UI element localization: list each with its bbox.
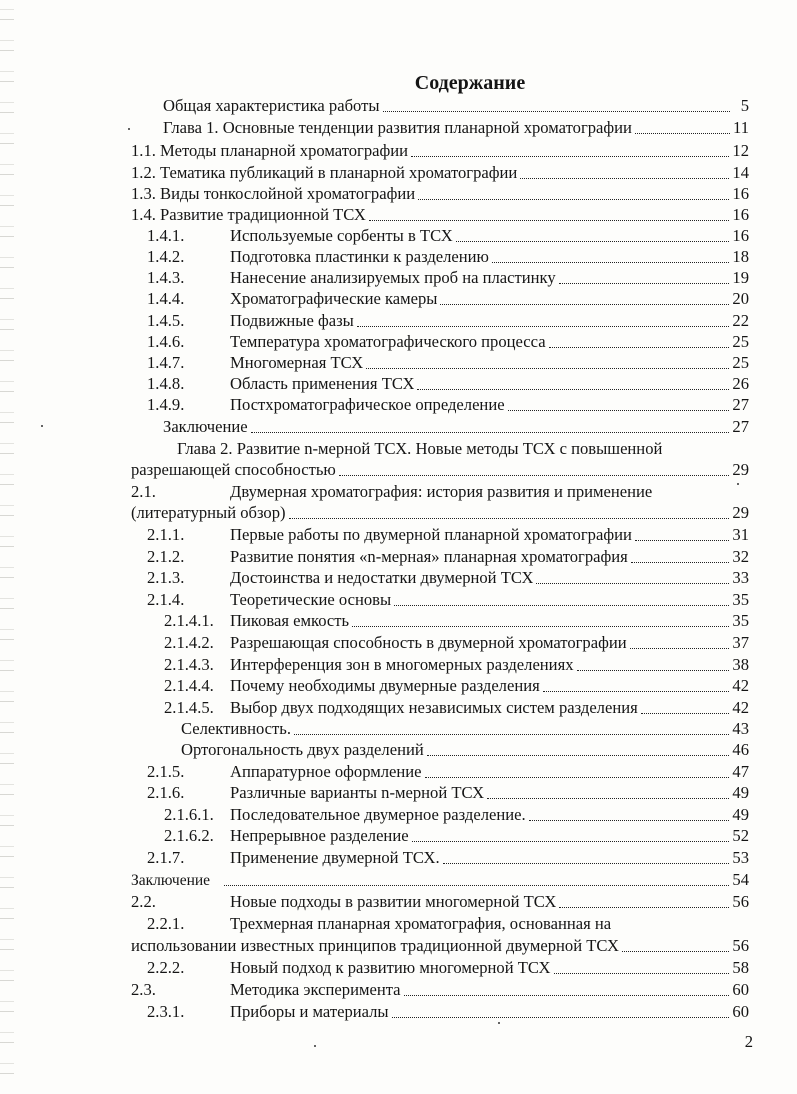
toc-entry-text: Многомерная ТСХ (230, 353, 364, 372)
dot-leader (631, 561, 730, 563)
toc-page: 35 (732, 611, 749, 630)
toc-page: 5 (740, 96, 749, 115)
toc-row (147, 546, 749, 568)
toc-entry-text: Достоинства и недостатки двумерной ТСХ (230, 568, 534, 587)
scan-speck (314, 1045, 316, 1047)
toc-row (164, 632, 749, 654)
toc-page: 29 (732, 503, 749, 522)
toc-entry-text: Нанесение анализируемых проб на пластинку (230, 268, 556, 287)
toc-row (164, 825, 749, 847)
toc-row (164, 610, 749, 632)
dot-leader (383, 110, 731, 112)
toc-entry-text: Новые подходы в развитии многомерной ТСХ (230, 892, 557, 911)
toc-page: 31 (732, 525, 749, 544)
dot-leader (630, 647, 730, 649)
toc-entry-text: Приборы и материалы (230, 1002, 389, 1021)
toc-row (131, 979, 749, 1001)
toc-page: 27 (732, 417, 749, 436)
toc-entry-text: Различные варианты n-мерной ТСХ (230, 783, 485, 802)
toc-entry-text: Используемые сорбенты в ТСХ (230, 226, 453, 245)
toc-row (181, 739, 749, 761)
toc-number: 2.1.6.2. (164, 826, 214, 845)
toc-page: 42 (732, 676, 749, 695)
dot-leader (412, 840, 730, 842)
toc-row (131, 162, 749, 184)
toc-entry-text: Постхроматографическое определение (230, 395, 505, 414)
toc-number: 2.1.1. (147, 525, 185, 544)
toc-entry-text: 1.3. Виды тонкослойной хроматографии (131, 184, 416, 203)
toc-row (131, 459, 749, 481)
toc-page: 18 (732, 247, 749, 266)
toc-number: 2.1.6.1. (164, 805, 214, 824)
toc-entry-text: Пиковая емкость (230, 611, 350, 630)
toc-row (164, 675, 749, 697)
toc-page: 56 (732, 892, 749, 911)
toc-number: 1.4.9. (147, 395, 185, 414)
toc-number: 1.4.8. (147, 374, 185, 393)
section-2-1-line (131, 481, 652, 503)
toc-page: 25 (732, 332, 749, 351)
toc-number: 2.2. (131, 892, 156, 911)
dot-leader (394, 604, 729, 606)
toc-row (164, 697, 749, 719)
toc-entry-text: Непрерывное разделение (230, 826, 409, 845)
scan-speck (498, 1022, 500, 1024)
toc-row (131, 935, 749, 957)
dot-leader (392, 1016, 730, 1018)
toc-page: 25 (732, 353, 749, 372)
toc-number: 2.2.2. (147, 958, 185, 977)
toc-row (181, 718, 749, 740)
toc-page: 49 (732, 783, 749, 802)
dot-leader (559, 282, 730, 284)
dot-leader (425, 776, 730, 778)
toc-entry-text: Температура хроматографического процесса (230, 332, 546, 351)
toc-row (163, 95, 749, 117)
dot-leader (549, 346, 730, 348)
toc-page: 54 (732, 870, 749, 889)
toc-entry-text: Новый подход к развитию многомерной ТСХ (230, 958, 551, 977)
toc-number: 1.4.7. (147, 353, 185, 372)
dot-leader (487, 797, 729, 799)
toc-number: 2.1.6. (147, 783, 185, 802)
toc-entry-text: Заключение (131, 872, 211, 889)
toc-page: 19 (732, 268, 749, 287)
dot-leader (418, 198, 729, 200)
toc-row (147, 1001, 749, 1023)
toc-page: 60 (732, 1002, 749, 1021)
toc-page: 56 (732, 936, 749, 955)
dot-leader (404, 994, 730, 996)
dot-leader (366, 367, 729, 369)
toc-entry-text: Область применения ТСХ (230, 374, 415, 393)
toc-page: 33 (732, 568, 749, 587)
scan-edge (0, 0, 14, 1094)
toc-row (131, 502, 749, 524)
toc-row (147, 524, 749, 546)
toc-number: 2.3.1. (147, 1002, 185, 1021)
toc-page: 52 (732, 826, 749, 845)
toc-entry-text: 1.2. Тематика публикаций в планарной хроматографии (131, 163, 518, 182)
toc-entry-text: разрешающей способностью (131, 460, 336, 479)
page-title: Содержание (414, 72, 526, 94)
toc-entry-text: Глава 1. Основные тенденции развития планарной хроматографии (163, 118, 632, 137)
dot-leader (641, 712, 730, 714)
toc-entry-text: Заключение (163, 417, 248, 436)
toc-row (147, 246, 749, 268)
toc-entry-text: Первые работы по двумерной планарной хроматографии (230, 525, 632, 544)
toc-entry-text: Применение двумерной ТСХ. (230, 848, 440, 867)
toc-page: 49 (732, 805, 749, 824)
toc-row (164, 654, 749, 676)
toc-entry-text: (литературный обзор) (131, 503, 286, 522)
dot-leader (554, 972, 730, 974)
toc-number: 2.3. (131, 980, 156, 999)
dot-leader (294, 733, 729, 735)
toc-row (147, 847, 749, 869)
page-number: 2 (744, 1032, 753, 1051)
dot-leader (577, 669, 730, 671)
toc-page: 37 (732, 633, 749, 652)
toc-row (131, 183, 749, 205)
toc-entry-text: Хроматографические камеры (230, 289, 438, 308)
toc-entry-text: Интерференция зон в многомерных разделениях (230, 655, 574, 674)
dot-leader (536, 582, 729, 584)
toc-page: 27 (732, 395, 749, 414)
toc-entry-text: 1.1. Методы планарной хроматографии (131, 141, 409, 160)
dot-leader (559, 906, 729, 908)
toc-row (164, 804, 749, 826)
toc-entry-text: 1.4. Развитие традиционной ТСХ (131, 205, 366, 224)
dot-leader (492, 261, 729, 263)
toc-entry-text: Последовательное двумерное разделение. (230, 805, 526, 824)
toc-entry-text: Методика эксперимента (230, 980, 401, 999)
dot-leader (357, 325, 730, 327)
dot-leader (352, 625, 729, 627)
dot-leader (339, 474, 730, 476)
scan-speck (41, 425, 43, 427)
dot-leader (443, 862, 730, 864)
toc-row (147, 225, 749, 247)
toc-entry-text: Разрешающая способность в двумерной хроматографии (230, 633, 627, 652)
toc-number: 2.1.4. (147, 590, 185, 609)
toc-entry-text: Трехмерная планарная хроматография, основанная на (230, 914, 612, 933)
toc-row (147, 394, 749, 416)
dot-leader (635, 132, 730, 134)
toc-number: 1.4.3. (147, 268, 185, 287)
toc-row (147, 310, 749, 332)
dot-leader (427, 754, 730, 756)
toc-page: 16 (732, 205, 749, 224)
toc-number: 2.1.4.4. (164, 676, 214, 695)
toc-page: 20 (732, 289, 749, 308)
dot-leader (289, 517, 730, 519)
toc-page: 58 (732, 958, 749, 977)
toc-page: 42 (732, 698, 749, 717)
toc-page: 35 (732, 590, 749, 609)
toc-row (131, 891, 749, 913)
toc-row (147, 761, 749, 783)
toc-page: 22 (732, 311, 749, 330)
toc-number: 2.1.4.3. (164, 655, 214, 674)
toc-number: 1.4.6. (147, 332, 185, 351)
toc-number: 2.2.1. (147, 914, 185, 933)
toc-page: 14 (732, 163, 749, 182)
dot-leader (224, 884, 729, 886)
dot-leader (529, 819, 730, 821)
toc-page: 12 (732, 141, 749, 160)
toc-number: 1.4.2. (147, 247, 185, 266)
toc-entry-text: Селективность. (181, 719, 292, 738)
toc-row (147, 331, 749, 353)
toc-page: 53 (732, 848, 749, 867)
toc-entry-text: Выбор двух подходящих независимых систем разделения (230, 698, 638, 717)
toc-entry-text: Подвижные фазы (230, 311, 354, 330)
scan-speck (737, 483, 739, 485)
chapter-2-heading: Глава 2. Развитие n-мерной ТСХ. Новые методы ТСХ с повышенной (177, 439, 663, 458)
toc-number: 2.1.7. (147, 848, 185, 867)
dot-leader (635, 539, 730, 541)
scan-speck (128, 128, 130, 130)
dot-leader (369, 219, 730, 221)
toc-entry-text: Ортогональность двух разделений (181, 740, 424, 759)
toc-page: 38 (732, 655, 749, 674)
toc-number: 2.1.4.1. (164, 611, 214, 630)
dot-leader (411, 155, 729, 157)
toc-entry-text: использовании известных принципов традиционной двумерной ТСХ (131, 936, 619, 955)
toc-entry-text: Аппаратурное оформление (230, 762, 422, 781)
toc-row (147, 782, 749, 804)
toc-entry-text: Теоретические основы (230, 590, 392, 609)
toc-entry-text: Общая характеристика работы (163, 96, 380, 115)
toc-row (147, 957, 749, 979)
toc-row (147, 567, 749, 589)
toc-number: 2.1.4.5. (164, 698, 214, 717)
dot-leader (520, 177, 729, 179)
toc-number: 2.1.4.2. (164, 633, 214, 652)
toc-entry-text: Почему необходимы двумерные разделения (230, 676, 540, 695)
toc-page: 47 (732, 762, 749, 781)
toc-row (163, 117, 749, 139)
dot-leader (251, 431, 730, 433)
toc-number: 2.1.2. (147, 547, 185, 566)
toc-page: 60 (732, 980, 749, 999)
toc-page: 29 (732, 460, 749, 479)
dot-leader (417, 388, 729, 390)
toc-page: 16 (732, 226, 749, 245)
toc-page: 32 (732, 547, 749, 566)
toc-row (131, 204, 749, 226)
dot-leader (440, 303, 729, 305)
toc-page: 46 (732, 740, 749, 759)
toc-row (131, 140, 749, 162)
dot-leader (543, 690, 730, 692)
toc-row (147, 373, 749, 395)
toc-number: 2.1. (131, 482, 156, 501)
toc-page: 11 (733, 118, 749, 137)
toc-page: 26 (732, 374, 749, 393)
toc-row (147, 589, 749, 611)
section-2-2-1-line (147, 913, 611, 935)
toc-number: 1.4.4. (147, 289, 185, 308)
toc-row (147, 267, 749, 289)
toc-number: 2.1.3. (147, 568, 185, 587)
toc-number: 1.4.5. (147, 311, 185, 330)
toc-row (131, 869, 749, 891)
toc-page: 43 (732, 719, 749, 738)
dot-leader (622, 950, 729, 952)
toc-row (147, 288, 749, 310)
toc-row (163, 416, 749, 438)
toc-number: 1.4.1. (147, 226, 185, 245)
toc-entry-text: Развитие понятия «n-мерная» планарная хроматография (230, 547, 628, 566)
toc-entry-text: Подготовка пластинки к разделению (230, 247, 489, 266)
toc-entry-text: Двумерная хроматография: история развития и применение (230, 482, 653, 501)
toc-number: 2.1.5. (147, 762, 185, 781)
toc-page: 16 (732, 184, 749, 203)
dot-leader (508, 409, 730, 411)
dot-leader (456, 240, 730, 242)
toc-row (147, 352, 749, 374)
